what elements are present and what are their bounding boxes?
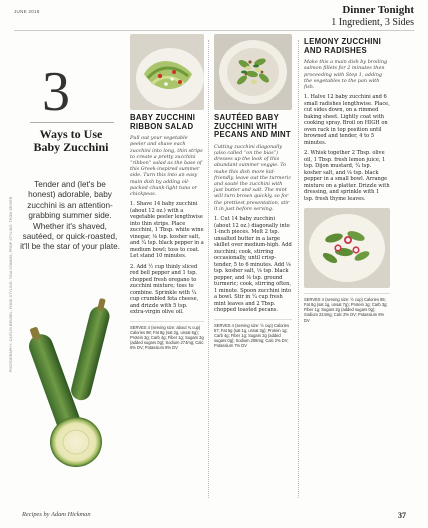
recipe-step: 1. Cut 14 baby zucchini (about 12 oz.) diagonally into 1-inch pieces. Melt 2 tsp. unsalted butter in a large skillet over medium-high. Add zucchini; cook, stirring occasionally, until crisp-tender, 5 to 6 minutes. Add ⅛ tsp. kosher salt, ⅛ tsp. black pepper, and ⅛ tsp. ground turmeric; cook, stirring often, 1 minute. Spoon zucchini into a bowl. Stir in ¼ cup fresh mint leaves and 2 Tbsp. chopped toasted pecans.: [214, 216, 292, 314]
column-divider: [208, 40, 209, 498]
recipe-step: 2. Add ½ cup thinly sliced red bell pepper and 1 tsp. chopped fresh oregano to zucchini mixture; toss to combine. Sprinkle with ¼ cup crumbled feta cheese, and drizzle with 5 tsp. extra-virgin olive oil.: [130, 263, 199, 316]
feature-title: Ways to Use Baby Zucchini: [33, 127, 109, 154]
recipe-photo-sauteed-zucchini: [214, 34, 292, 110]
column-divider: [298, 40, 299, 498]
feature-number: 3: [42, 61, 70, 123]
recipe-byline: Recipes by Adam Hickman: [22, 511, 91, 518]
issue-date: JUNE 2018: [14, 9, 40, 14]
nutrition-info: SERVES 4 (serving size: ½ cup) Calories 85; Fat 8g (sat 1g, unsat 7g); Protein 1g; Carb 3g; Fiber 1g; Sugars 2g (added sugars 0g); Sodium 224mg; Calc 2% DV; Potassium 6% DV: [304, 293, 390, 322]
recipe-photo-lemony-zucchini: [304, 208, 390, 288]
top-rule: [14, 30, 414, 31]
recipe-column-sauteed-zucchini: [214, 34, 292, 348]
recipe-headnote: Cutting zucchini diagonally (also called “on the bias”) dresses up the look of this abundant summer veggie. To make this dish more kid-friendly, leave out the turmeric and sauté the zucchini with just butter and salt. The mint will turn brown quickly, so for the prettiest presentation, stir it in just before serving.: [214, 143, 292, 212]
department-subtitle: 1 Ingredient, 3 Sides: [331, 17, 414, 28]
recipe-column-lemony-zucchini: [304, 34, 390, 323]
recipe-headnote: Make this a main dish by broiling salmon fillets for 2 minutes then proceeding with Step 1, adding the vegetables to the pan with fish.: [304, 59, 388, 90]
recipe-step: 2. Whisk together 2 Tbsp. olive oil, 1 Tbsp. fresh lemon juice, 1 tsp. Dijon mustard, ¼ tsp. kosher salt, and ⅛ tsp. black pepper in a small bowl. Arrange mixture on a platter. Drizzle with dressing, and sprinkle with 1 tsp. fresh thyme leaves.: [304, 150, 390, 202]
recipe-step: 1. Halve 12 baby zucchini and 6 small radishes lengthwise. Place, cut sides down, on a rimmed baking sheet. Lightly coat with cooking spray. Broil on HIGH on oven rack in top position until browned and tender, 4 to 5 minutes.: [304, 94, 390, 146]
recipe-title: BABY ZUCCHINI RIBBON SALAD: [130, 113, 196, 131]
recipe-step: 1. Shave 14 baby zucchini (about 12 oz.) with a vegetable peeler lengthwise into thin strips. Place zucchini, 1 Tbsp. white wine vinegar, ⅛ tsp. kosher salt, and ¼ tsp. black pepper in a medium bowl; toss to coat. Let stand 10 minutes.: [130, 201, 204, 260]
department-title: Dinner Tonight: [342, 4, 414, 16]
recipe-photo-ribbon-salad: [130, 34, 204, 110]
nutrition-info: SERVES 4 (serving size: ½ cup) Calories 57; Fat 5g (sat 1g, unsat 3g); Protein 1g; Carb 4g; Fiber 1g; Sugars 2g (added sugars 0g); Sodium 208mg; Calc 2% DV; Potassium 7% DV: [214, 319, 292, 348]
page-number: 37: [398, 511, 406, 520]
nutrition-info: SERVES 4 (serving size: about ¾ cup) Calories 98; Fat 8g (sat 2g, unsat 6g); Protein 3g; Carb 4g; Fiber 1g; Sugars 3g (added sugars 0g); Sodium 274mg; Calc 6% DV; Potassium 8% DV: [130, 321, 204, 350]
department-header: [331, 4, 414, 28]
feature-intro: Tender and (let's be honest) adorable, baby zucchini is an attention-grabbing summer side. Whether it's shaved, sautéed, or quick-roasted, it'll be the star of your plate.: [20, 180, 120, 252]
recipe-headnote: Pull out your vegetable peeler and shave each zucchini into long, thin strips to create a pretty zucchini “ribbon” salad as the base of this Greek-inspired summer side. Turn this into an easy main dish by adding oil-packed chunk-light tuna or chickpeas.: [130, 135, 203, 198]
number-rule: [30, 122, 114, 123]
photo-credit: PHOTOGRAPHY: CAITLIN BENSEL; FOOD STYLING: TINA STAMOS; PROP STYLING: THOM DRIVER: [9, 196, 13, 372]
recipe-column-ribbon-salad: [130, 34, 204, 350]
zucchini-illustration: [24, 292, 130, 472]
recipe-title: SAUTÉED BABY ZUCCHINI WITH PECANS AND MINT: [214, 113, 291, 140]
recipe-title: LEMONY ZUCCHINI AND RADISHES: [304, 37, 382, 55]
